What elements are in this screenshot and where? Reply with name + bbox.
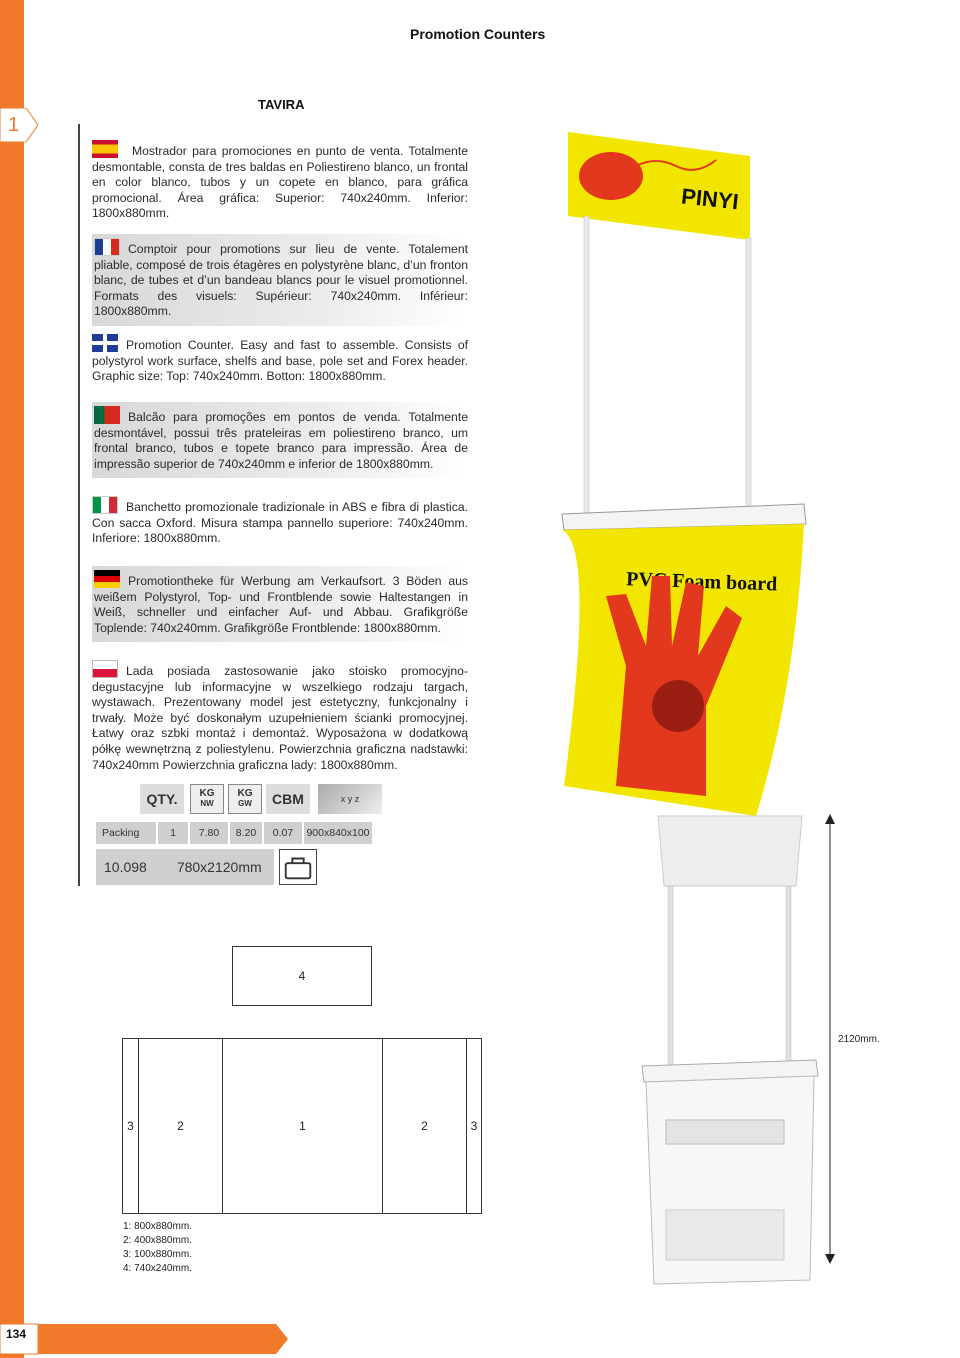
description-es: Mostrador para promociones en punto de venta. Totalmente desmontable, consta de tres baldas en Poliestireno blanco, un frontal en color blanco, tubos y un copete en blanco, para gráfica promocional. Área gráfica: Superior: 740x240mm. Inferior: 1800x880mm. xyxy=(92,140,468,222)
product-title: TAVIRA xyxy=(258,97,305,112)
diagram-panel-4: 2 xyxy=(382,1038,466,1214)
description-fr: Comptoir pour promotions sur lieu de vente. Totalement pliable, composé de trois étagères en polystyrène blanc, d’un fronton blanc, de tubes et d’un bandeau blancs pour le visuel promotionnel. Formats des visuels: Supérieur: 740x240mm. Inférieur: 1800x880mm. xyxy=(92,234,468,326)
height-arrow xyxy=(822,814,838,1264)
packing-net-weight: 7.80 xyxy=(190,822,228,844)
page-number-tab xyxy=(0,1320,290,1358)
photo-header-text: PINYI xyxy=(680,183,740,215)
photo-front-text: PVC Foam board xyxy=(625,568,778,596)
orange-side-bar xyxy=(0,0,27,1358)
spain-flag-icon xyxy=(92,140,118,158)
uk-flag-icon xyxy=(92,334,118,352)
description-pl: Lada posiada zastosowanie jako stoisko promocyjno-degustacyjne lub informacyjne w wszelkiego rodzaju targach, wystawach. Prezentowany model jest estetyczny, funkcjonalny i trwały. Może być doskonałym uzupełnieniem ścianki promocyjnej. Łatwy oraz szbki montaż i demontaż. Wyposażona w dodatkową półkę wewnętrzną z poliestylenu. Powierzchnia graficzna nadstawki: 740x240mm Powierzchnia graficzna lady: 1800x880mm. xyxy=(92,660,468,773)
box-dimensions-icon: x y z xyxy=(318,784,382,814)
page-header-title: Promotion Counters xyxy=(410,26,546,42)
diagram-panel-1: 3 xyxy=(122,1038,138,1214)
description-pt: Balcão para promoções em pontos de venda. Totalmente desmontável, possui três prateleiras em poliestireno branco, um frontal branco, tubos e topete branco para impressão. Área de impressão superior de 740x240mm e inferior de 1800x880mm. xyxy=(92,402,468,478)
packing-gross-weight: 8.20 xyxy=(230,822,262,844)
section-number: 1 xyxy=(8,114,20,136)
germany-flag-icon xyxy=(94,570,120,588)
description-it: Banchetto promozionale tradizionale in ABS e fibra di plastica. Con sacca Oxford. Misura stampa pannello superiore: 740x240mm. Inferiore: 1800x880mm. xyxy=(92,496,468,547)
packing-table-row xyxy=(96,822,374,844)
diagram-panel-2: 2 xyxy=(138,1038,222,1214)
header-panel-diagram: 4 xyxy=(232,946,372,1006)
packing-label: Packing xyxy=(96,822,156,844)
poland-flag-icon xyxy=(92,660,118,678)
quantity-icon: QTY. xyxy=(140,784,184,814)
column-divider xyxy=(78,124,80,886)
diagram-legend: 1: 800x880mm. 2: 400x880mm. 3: 100x880mm. 4: 740x240mm. xyxy=(123,1221,192,1274)
height-label: 2120mm. xyxy=(838,1034,880,1045)
net-weight-icon: KG NW xyxy=(190,784,224,814)
france-flag-icon xyxy=(94,238,120,256)
page-number: 134 xyxy=(6,1327,27,1341)
cbm-icon: CBM xyxy=(266,784,310,814)
diagram-panel-3: 1 xyxy=(222,1038,382,1214)
italy-flag-icon xyxy=(92,496,118,514)
diagram-panel-5: 3 xyxy=(466,1038,482,1214)
reference-bar xyxy=(96,849,274,885)
product-photo xyxy=(556,126,836,816)
description-de: Promotiontheke für Werbung am Verkaufsort. 3 Böden aus weißem Polystyrol, Top- und Frontblende sowie Haltestangen in Weiß, schneller und einfacher Auf- und Abbau. Grafikgröße Toplende: 740x240mm. Grafikgröße Frontblende: 1800x880mm. xyxy=(92,566,468,642)
reference-code: 10.098 xyxy=(104,859,147,875)
portugal-flag-icon xyxy=(94,406,120,424)
packing-cbm: 0.07 xyxy=(264,822,302,844)
frame-photo xyxy=(630,810,820,1290)
gross-weight-icon: KG GW xyxy=(228,784,262,814)
packing-qty: 1 xyxy=(158,822,188,844)
carry-bag-icon xyxy=(279,849,317,885)
packing-size: 900x840x100 xyxy=(304,822,372,844)
reference-size: 780x2120mm xyxy=(176,859,262,875)
description-en: Promotion Counter. Easy and fast to assemble. Consists of polystyrol work surface, shelfs and base, pole set and Forex header. Graphic size: Top: 740x240mm. Botton: 1800x880mm. xyxy=(92,334,468,385)
